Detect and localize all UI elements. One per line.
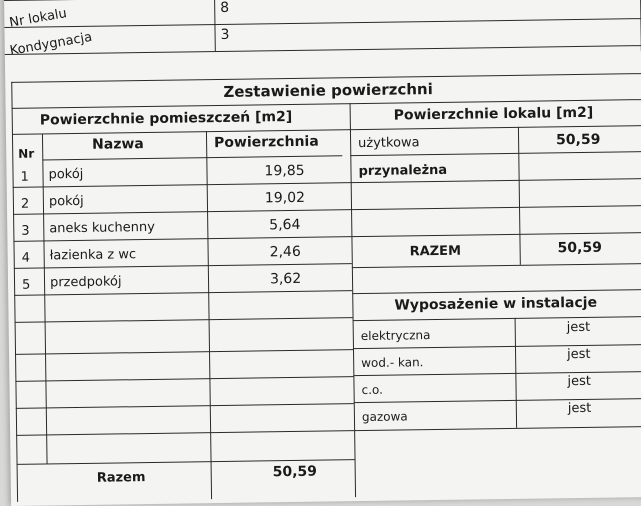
room-nr: 5 — [21, 277, 31, 293]
room-area: 2,46 — [269, 243, 301, 261]
installation-name: wod.- kan. — [361, 355, 424, 371]
rule — [352, 263, 641, 268]
unit-total-value: 50,59 — [557, 239, 603, 257]
rule — [13, 236, 351, 242]
rule — [351, 205, 641, 210]
unit-number-label: Nr lokalu — [8, 6, 68, 31]
rule — [5, 45, 641, 55]
installation-name: c.o. — [361, 382, 384, 398]
rule — [214, 0, 216, 51]
rule — [15, 376, 353, 382]
room-nr: 1 — [20, 169, 29, 185]
rooms-table-title: Powierzchnie pomieszczeń [m2] — [39, 108, 293, 129]
rule — [4, 0, 641, 1]
installation-status: jest — [567, 400, 592, 417]
rule — [14, 263, 352, 269]
installation-name: gazowa — [361, 409, 408, 425]
rooms-total-label: Razem — [96, 470, 146, 486]
installation-status: jest — [567, 373, 592, 390]
rule — [351, 232, 641, 237]
unit-area-title: Powierzchnie lokalu [m2] — [393, 104, 594, 124]
rule — [351, 178, 641, 183]
rule — [352, 289, 641, 294]
rule — [15, 317, 353, 323]
rule — [350, 151, 641, 156]
rule — [350, 103, 357, 497]
col-area-header: Powierzchnia — [213, 133, 319, 152]
unit-number-value: 8 — [220, 0, 230, 16]
usable-area-label: użytkowa — [358, 135, 420, 152]
rule — [354, 426, 641, 431]
col-nr-header: Nr — [18, 146, 35, 161]
rule — [353, 316, 641, 321]
installations-title: Wyposażenie w instalacje — [394, 294, 598, 314]
col-name-header: Nazwa — [92, 136, 144, 153]
document-sheet — [4, 0, 641, 506]
room-name: pokój — [48, 193, 84, 210]
auxiliary-area-label: przynależna — [358, 162, 448, 180]
room-area: 19,02 — [264, 189, 306, 207]
unit-total-label: RAZEM — [409, 243, 462, 260]
section-title: Zestawienie powierzchni — [223, 80, 433, 101]
room-name: aneks kuchenny — [49, 219, 155, 237]
rule — [42, 133, 48, 463]
room-area: 5,64 — [269, 216, 301, 234]
installation-status: jest — [566, 319, 591, 336]
floor-value: 3 — [220, 26, 230, 43]
installation-name: elektryczna — [360, 328, 431, 344]
rule — [15, 349, 353, 355]
rule — [206, 131, 212, 499]
rule — [353, 371, 641, 376]
room-name: łazienka z wc — [49, 247, 137, 264]
rule — [11, 82, 18, 502]
rule — [16, 403, 354, 409]
rule — [353, 344, 641, 349]
rooms-total-value: 50,59 — [272, 463, 318, 481]
room-name: przedpokój — [49, 274, 122, 291]
room-nr: 2 — [20, 196, 30, 212]
rule — [13, 182, 351, 188]
installation-status: jest — [566, 346, 591, 363]
room-name: pokój — [48, 166, 84, 183]
floor-label: Kondygnacja — [8, 29, 94, 59]
rule — [13, 209, 351, 215]
rule — [4, 18, 641, 28]
room-area: 3,62 — [269, 270, 302, 288]
room-nr: 4 — [21, 250, 31, 266]
rule — [42, 155, 342, 160]
usable-area-value: 50,59 — [555, 131, 601, 149]
rule — [14, 290, 352, 296]
rule — [518, 127, 521, 265]
rule — [354, 398, 641, 403]
room-nr: 3 — [21, 223, 30, 239]
room-area: 19,85 — [264, 162, 305, 180]
rule — [16, 430, 354, 436]
